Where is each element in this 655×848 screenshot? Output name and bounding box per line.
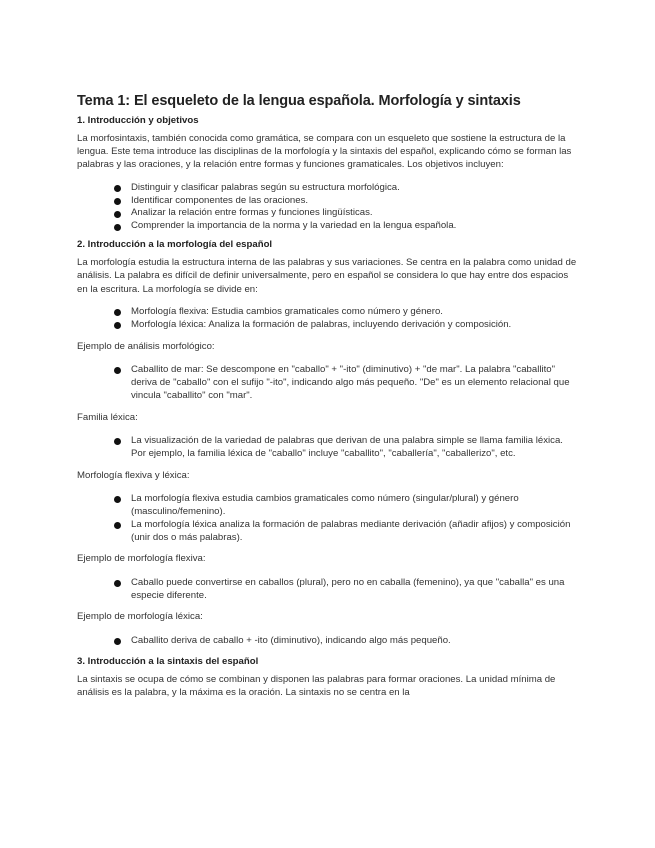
ejemplo-flexiva-label: Ejemplo de morfología flexiva: bbox=[77, 553, 206, 565]
list-item: Morfología léxica: Analiza la formación de palabras, incluyendo derivación y composición. bbox=[77, 319, 577, 332]
section-heading-sintaxis: 3. Introducción a la sintaxis del español bbox=[77, 655, 259, 667]
list-item: Comprender la importancia de la norma y la variedad en la lengua española. bbox=[77, 220, 577, 233]
ejemplo-analisis-label: Ejemplo de análisis morfológico: bbox=[77, 340, 215, 352]
bullet-icon bbox=[114, 580, 121, 587]
list-item: La morfología léxica analiza la formación de palabras mediante derivación (añadir afijos) y composición (unir dos o más palabras). bbox=[77, 519, 577, 545]
list-item: La morfología flexiva estudia cambios gramaticales como número (singular/plural) y género (masculino/femenino). bbox=[77, 493, 577, 519]
bullet-icon bbox=[114, 367, 121, 374]
list-item: Identificar componentes de las oraciones. bbox=[77, 195, 577, 208]
section-paragraph-morfologia: La morfología estudia la estructura interna de las palabras y sus variaciones. Se centra en la palabra como unidad de análisis. La palabra es difícil de definir universalmente, pero en español se considera lo que hay entre dos espacios en la escritura. La morfología se divide en: bbox=[77, 257, 577, 295]
ejemplo-analisis-list bbox=[77, 364, 577, 403]
bullet-icon bbox=[114, 309, 121, 316]
bullet-icon bbox=[114, 438, 121, 445]
familia-lexica-label: Familia léxica: bbox=[77, 411, 138, 423]
list-item: Morfología flexiva: Estudia cambios gramaticales como número y género. bbox=[77, 306, 577, 319]
flexiva-lexica-list bbox=[77, 493, 577, 545]
list-item: Caballito de mar: Se descompone en "caballo" + "-ito" (diminutivo) + "de mar". La palabra "caballito" deriva de "caballo" con el sufijo "-ito", indicando algo más pequeño. "De" es un elemento relacional que vincula "caballito" con "mar". bbox=[77, 364, 577, 403]
list-item: Distinguir y clasificar palabras según su estructura morfológica. bbox=[77, 182, 577, 195]
bullet-icon bbox=[114, 522, 121, 529]
bullet-icon bbox=[114, 638, 121, 645]
bullet-icon bbox=[114, 198, 121, 205]
ejemplo-flexiva-list bbox=[77, 577, 577, 603]
ejemplo-lexica-label: Ejemplo de morfología léxica: bbox=[77, 611, 203, 623]
list-item: Analizar la relación entre formas y funciones lingüísticas. bbox=[77, 207, 577, 220]
section-paragraph-sintaxis: La sintaxis se ocupa de cómo se combinan y disponen las palabras para formar oraciones. La unidad mínima de análisis es la palabra, y la máxima es la oración. La sintaxis no se centra en la bbox=[77, 673, 556, 698]
objectives-list bbox=[77, 182, 577, 234]
list-item: La visualización de la variedad de palabras que derivan de una palabra simple se llama familia léxica. Por ejemplo, la familia léxica de "caballo" incluye "caballito", "caballería", "caballerizo", etc. bbox=[77, 435, 577, 461]
bullet-icon bbox=[114, 185, 121, 192]
bullet-icon bbox=[114, 496, 121, 503]
morfologia-types-list bbox=[77, 306, 577, 332]
list-item: Caballo puede convertirse en caballos (plural), pero no en caballa (femenino), ya que "caballa" es una especie diferente. bbox=[77, 577, 577, 603]
section-paragraph-introduccion: La morfosintaxis, también conocida como gramática, se compara con un esqueleto que sostiene la estructura de la lengua. Este tema introduce las disciplinas de la morfología y la sintaxis del español, explicando cómo se forman las palabras y las oraciones, y la relación entre formas y funciones gramaticales. Los objetivos incluyen: bbox=[77, 133, 572, 171]
section-heading-introduccion: 1. Introducción y objetivos bbox=[77, 115, 199, 126]
flexiva-lexica-label: Morfología flexiva y léxica: bbox=[77, 469, 190, 481]
ejemplo-lexica-list bbox=[77, 635, 577, 648]
document-title: Tema 1: El esqueleto de la lengua española. Morfología y sintaxis bbox=[77, 93, 521, 109]
bullet-icon bbox=[114, 211, 121, 218]
familia-lexica-list bbox=[77, 435, 577, 461]
bullet-icon bbox=[114, 224, 121, 231]
bullet-icon bbox=[114, 322, 121, 329]
section-heading-morfologia: 2. Introducción a la morfología del español bbox=[77, 239, 273, 251]
list-item: Caballito deriva de caballo + -ito (diminutivo), indicando algo más pequeño. bbox=[77, 635, 577, 648]
document-page bbox=[77, 92, 577, 709]
